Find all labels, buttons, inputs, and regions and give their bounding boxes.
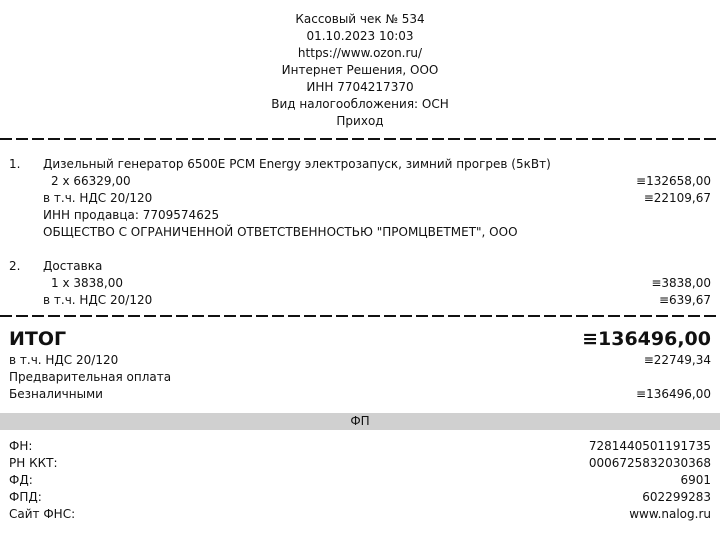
item-qty-price: 1 x 3838,00 [51,276,123,290]
item-vat-label: в т.ч. НДС 20/120 [43,191,153,205]
item-number: 1. [9,157,21,171]
total-value: ≡136496,00 [582,328,711,350]
divider [0,138,720,140]
fiscal-value: 602299283 [642,490,711,504]
cashless-label: Безналичными [9,387,103,401]
item-seller-inn: ИНН продавца: 7709574625 [43,208,220,222]
total-vat-label: в т.ч. НДС 20/120 [9,353,119,367]
tax-system: Вид налогообложения: ОСН [271,97,449,111]
item-vat-label: в т.ч. НДС 20/120 [43,293,153,307]
fiscal-value: 6901 [680,473,711,487]
fiscal-label: РН ККТ: [9,456,58,470]
operation-type: Приход [336,114,384,128]
store-url[interactable]: https://www.ozon.ru/ [297,46,423,60]
total-vat-value: ≡22749,34 [643,353,711,367]
divider [0,315,720,317]
receipt-title: Кассовый чек № 534 [295,12,425,26]
fns-site-link[interactable]: www.nalog.ru [629,507,711,521]
company-name: Интернет Решения, ООО [281,63,439,77]
fiscal-label: ФПД: [9,490,42,504]
fiscal-value: 7281440501191735 [588,439,711,453]
item-vat-sum: ≡22109,67 [643,191,711,205]
prepayment-label: Предварительная оплата [9,370,172,384]
item-sum: ≡132658,00 [636,174,711,188]
item-number: 2. [9,259,21,273]
item-seller-name: ОБЩЕСТВО С ОГРАНИЧЕННОЙ ОТВЕТСТВЕННОСТЬЮ "ПРОМЦВЕТМЕТ", ООО [43,225,518,239]
company-inn: ИНН 7704217370 [306,80,414,94]
item-sum: ≡3838,00 [651,276,711,290]
receipt-datetime: 01.10.2023 10:03 [306,29,414,43]
fiscal-label: Сайт ФНС: [9,507,76,521]
item-vat-sum: ≡639,67 [658,293,711,307]
total-label: ИТОГ [9,328,67,350]
item-name: Доставка [43,259,103,273]
fiscal-value: 0006725832030368 [588,456,711,470]
fiscal-label: ФД: [9,473,33,487]
item-qty-price: 2 x 66329,00 [51,174,131,188]
fiscal-section-header: ФП [0,413,720,430]
cashless-value: ≡136496,00 [636,387,711,401]
fiscal-label: ФН: [9,439,33,453]
item-name: Дизельный генератор 6500E PCM Energy электрозапуск, зимний прогрев (5кВт) [43,157,551,171]
